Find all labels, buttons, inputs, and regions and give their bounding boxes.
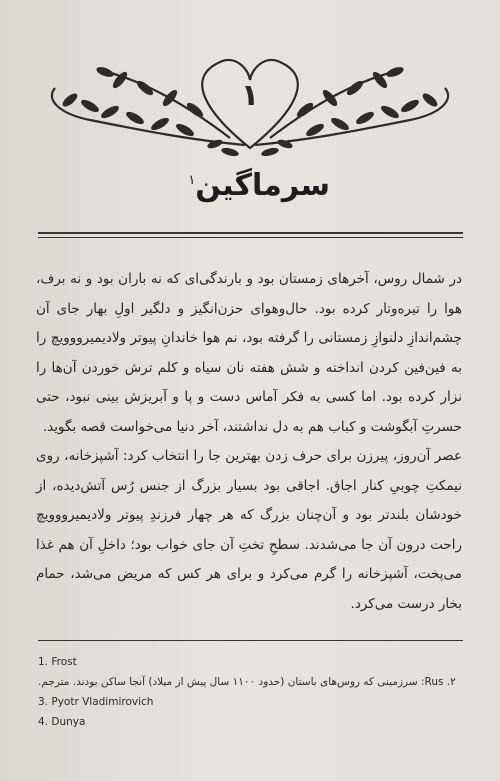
title-rule-thick bbox=[38, 232, 463, 234]
footnote-1: 1. Frost bbox=[38, 656, 77, 668]
text-line: در شمال روس، آخرهای زمستان بود و بارندگی‌ای که نه باران بود و نه برف، هوا bbox=[36, 271, 463, 317]
text-line: کردن انداخته و شش هفته نان سیاه و کلم ترش خوردن آن‌ها را نزار کرده بود. bbox=[36, 359, 462, 405]
paragraph bbox=[36, 265, 462, 442]
text-line: روی نیمکتِ چوبیِ کنار اجاق. اجاقی بود بسیار بزرگ از جنس رُس آتش‌دیده، bbox=[36, 448, 462, 494]
chapter-title-footnote-ref: ۱ bbox=[188, 173, 196, 188]
footnote-4: 4. Dunya bbox=[38, 716, 86, 728]
text-line: می‌پخت، آشپزخانه را گرم می‌کرد و برای هر کس که مریض می‌شد، حمام بخار bbox=[36, 566, 462, 612]
text-line: از خودشان بلندتر بود و آن‌چنان بزرگ که هر چهار فرزندِ پیوتر ولادیمیرووویچ bbox=[36, 477, 462, 523]
text-line: راحت درون آن جا می‌شدند. سطحِ تختِ آن جای خواب بود؛ داخلِ آن هم غذا bbox=[36, 536, 462, 553]
footnote-3: 3. Pyotr Vladimirovich bbox=[38, 696, 154, 708]
footnote-rule bbox=[38, 640, 463, 641]
chapter-number: ۱ bbox=[240, 78, 260, 113]
text-line: عصر آن‌روز، پیرزن برای حرف زدن بهترین جا را انتخاب کرد: آشپزخانه، bbox=[64, 448, 462, 464]
body-text bbox=[36, 265, 462, 619]
title-rule-thin bbox=[38, 237, 463, 238]
text-line: اما کسی به فکر آماس دست و پا و آبریزش بینی نبود، حتی حسرتِ آبگوشت و bbox=[36, 389, 462, 435]
footnotes bbox=[38, 652, 462, 732]
text-line: را تیره‌وتار کرده بود. حال‌وهوای حزن‌انگیز و دلگیر اولِ بهار جای آن چشم‌اندازِ bbox=[36, 300, 462, 346]
chapter-title-text: سرماگین bbox=[195, 168, 330, 203]
text-line: کباب هم به دل نداشتند، آخر دنیا می‌خواست قصه بگوید. bbox=[42, 418, 356, 435]
chapter-title bbox=[188, 168, 330, 203]
paragraph bbox=[36, 442, 462, 619]
text-line: درست می‌کرد. bbox=[350, 595, 435, 612]
text-line: دلنوازِ زمستانی را گرفته بود، نم هوا خاندانِ پیوتر ولادیمیرووویچ را به فین‌فین bbox=[36, 330, 462, 376]
footnote-2: ۲. Rus: سرزمینی که روس‌های باستان (حدود ۱۱۰۰ سال پیش از میلاد) آنجا ساکن بودند. مترجم. bbox=[38, 676, 456, 688]
